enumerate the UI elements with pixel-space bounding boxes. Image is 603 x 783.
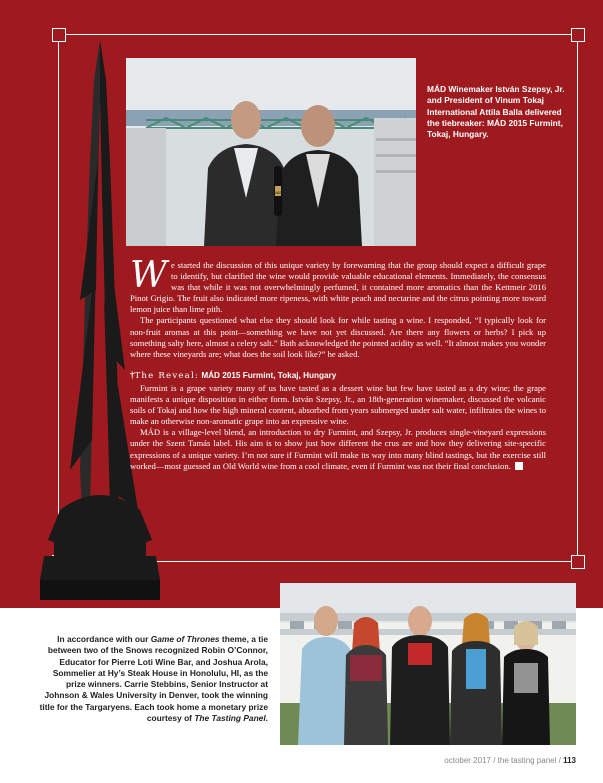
top-photo-caption: MÁD Winemaker István Szepsy, Jr. and President of Vinum Tokaj International Attila Balla delivered the tiebreaker: MÁD 2015 Furmint, Tokaj, Hungary. xyxy=(427,84,565,140)
prize-winners-photo xyxy=(280,583,576,745)
frame-corner xyxy=(571,28,585,42)
reveal-heading: †The Reveal: MÁD 2015 Furmint, Tokaj, Hungary xyxy=(130,369,337,381)
reveal-wine-name: MÁD 2015 Furmint, Tokaj, Hungary xyxy=(201,370,337,380)
bottom-photo-caption: In accordance with our Game of Thrones theme, a tie between two of the Snows recognized Robin O’Connor, Educator for Pierre Loti Wine Bar, and Joshua Arola, Sommelier at Hy’s Steak House in Honolulu, HI, as the prize winners. Carrie Stebbins, Senior Instructor at Johnson & Wales University in Denver, took the winning title for the Targaryens. Each took home a monetary prize courtesy of The Tasting Panel. xyxy=(39,634,268,724)
footer-separator: / xyxy=(558,756,561,765)
paragraph-3: Furmint is a grape variety many of us have tasted as a dessert wine but few have tasted as a dry wine; the grape manifests a unique disposition in either form. István Szepsy, Jr., an 18th-generation winemaker, discussed the volcanic soils of Tokaj and how the high mineral content, absorbed from years submerged under salt water, infiltrates the wines to make an otherwise non-aromatic grape into an expressive wine. xyxy=(130,382,546,427)
paragraph-1: We started the discussion of this unique variety by forewarning that the group should expect a difficult grape to identify, but clarified the wine would provide valuable educational elements. Immediately, the consensus was that while it was not overwhelmingly perfumed, it contained more aromatics than the Kettmeir 2016 Pinot Grigio. The fruit also indicated more ripeness, with white peach and nectarine and the citrus pointing more toward lemon juice than lime pith. xyxy=(130,255,546,315)
article-body xyxy=(130,255,546,472)
paragraph-4: MÁD is a village-level blend, an introduction to dry Furmint, and Szepsy, Jr. produces single-vineyard expressions under the Szent Tamás label. His aim is to show just how different the crus are and how they delivering site-specific expressions of a unique variety. I’m not sure if Furmint will make its way into many blind tastings, but the exercise still worked—most guessed an Old World wine from a cool climate, even if Furmint was not their final conclusion. xyxy=(130,427,546,471)
footer-month: october 2017 xyxy=(444,756,491,765)
bottle-label-text: MÁD xyxy=(273,190,283,195)
paragraph-2: The participants questioned what else they should look for while tasting a wine. I responded, “I typically look for non-fruit aromas at this point—something we have not yet discussed. Are there any flowers or herbs? I pick up something salty here, almost a celery salt.” Bath acknowledged the pointed acidity as well. “It almost makes you wonder where these vineyards are; what does the soil look like?” he asked. xyxy=(130,315,546,359)
end-mark-icon xyxy=(515,462,523,470)
footer-separator: / xyxy=(493,756,496,765)
drop-cap: W xyxy=(130,255,168,296)
page-number: 113 xyxy=(563,756,576,765)
reveal-kicker: The Reveal: xyxy=(134,370,200,381)
page-footer xyxy=(396,756,576,765)
frame-corner xyxy=(571,555,585,569)
winemakers-photo xyxy=(126,58,416,246)
footer-magazine: the tasting panel xyxy=(497,756,557,765)
